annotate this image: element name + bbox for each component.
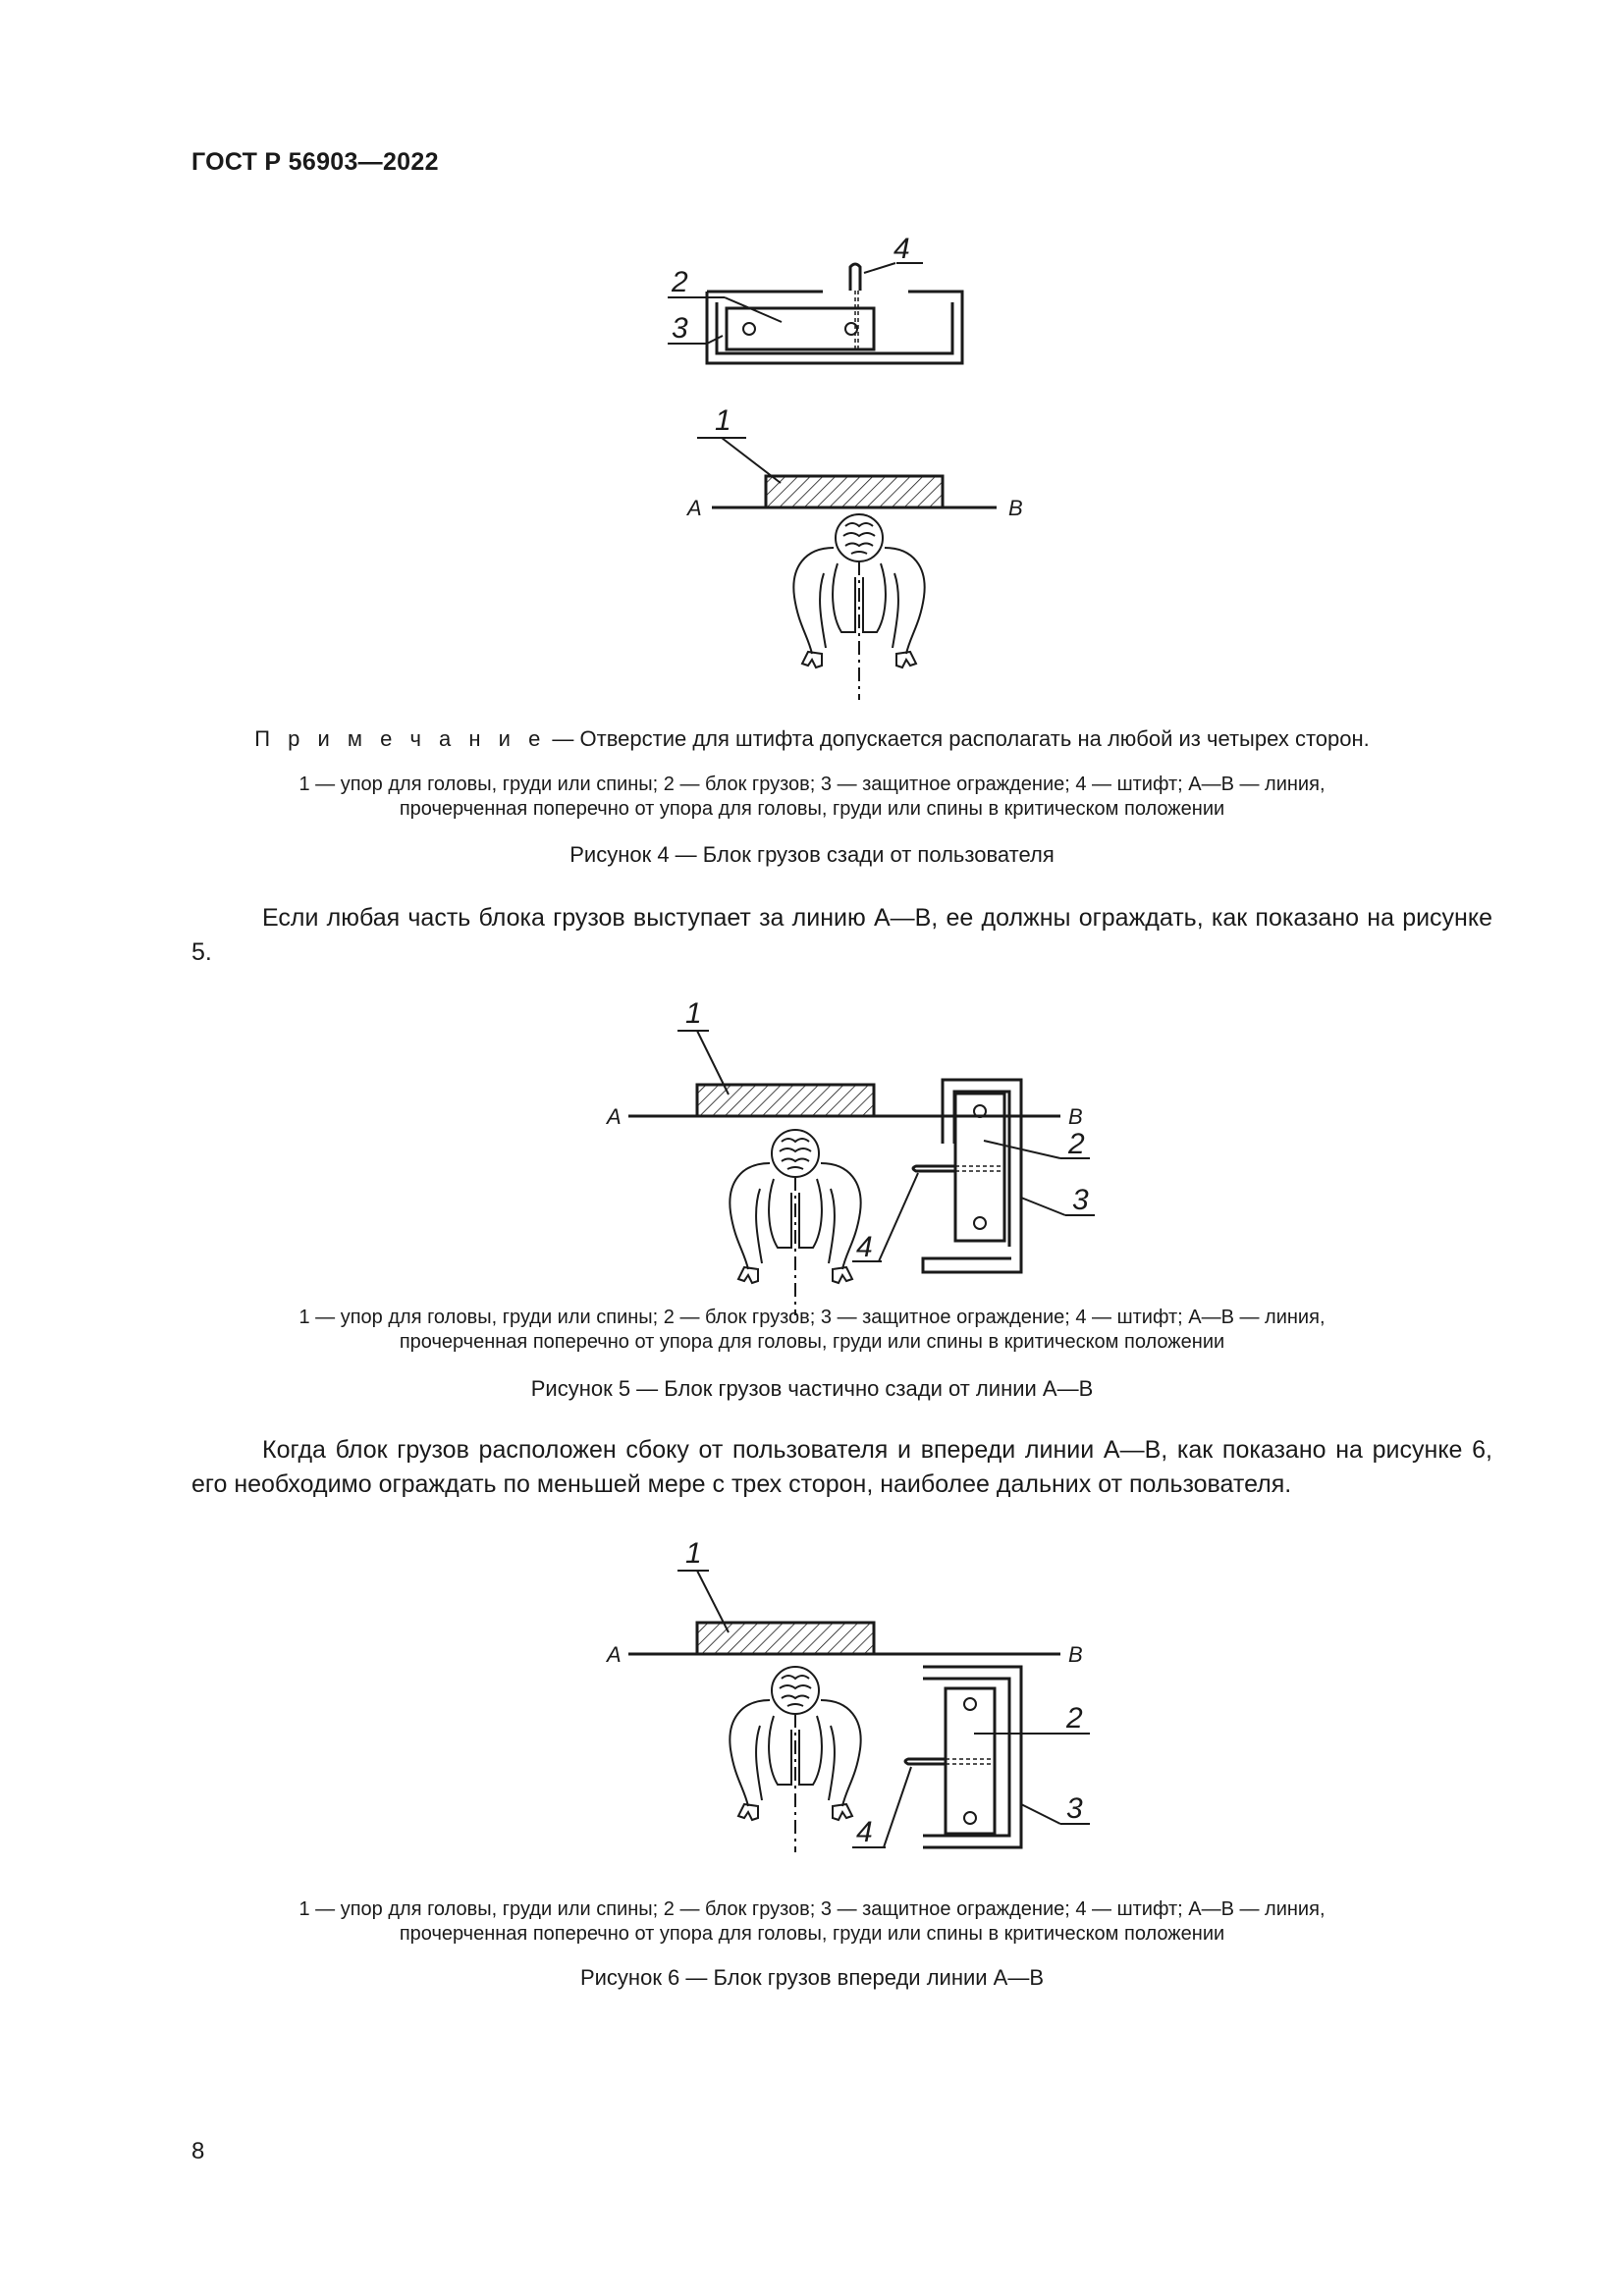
figure-4-diagram [648, 226, 1060, 687]
label-2: 2 [1066, 1702, 1083, 1735]
figure-5-diagram [599, 991, 1110, 1286]
legend-line-1: 1 — упор для головы, груди или спины; 2 — блок грузов; 3 — защитное ограждение; 4 — штифт; A—B — линия, [298, 774, 1326, 795]
label-b: B [1068, 1104, 1083, 1129]
label-4: 4 [856, 1816, 873, 1848]
label-a: A [607, 1642, 622, 1667]
label-3: 3 [1072, 1184, 1089, 1216]
label-1: 1 [685, 1537, 702, 1570]
document-header: ГОСТ Р 56903—2022 [191, 148, 439, 176]
paragraph-2: Когда блок грузов расположен сбоку от пользователя и впереди линии A—B, как показано на рисунке 6, его необходимо ограждать по меньшей мере с трех сторон, наиболее дальних от пользователя. [191, 1436, 1492, 1498]
figure-4-note [0, 726, 1624, 752]
figure-6-caption: Рисунок 6 — Блок грузов впереди линии A—B [579, 1965, 1045, 1990]
label-b: B [1068, 1642, 1083, 1667]
note-text: — Отверстие для штифта допускается располагать на любой из четырех сторон. [546, 726, 1370, 751]
label-3: 3 [1066, 1792, 1083, 1825]
label-3: 3 [672, 312, 688, 345]
label-a: A [607, 1104, 622, 1129]
label-2: 2 [672, 266, 688, 298]
paragraph-1: Если любая часть блока грузов выступает за линию A—B, ее должны ограждать, как показано на рисунке 5. [191, 904, 1492, 966]
figure-4-legend [0, 773, 1624, 822]
legend-line-2: прочерченная поперечно от упора для головы, груди или спины в критическом положении [399, 1331, 1225, 1353]
label-b: B [1008, 496, 1023, 520]
label-4: 4 [893, 233, 910, 265]
figure-4-caption: Рисунок 4 — Блок грузов сзади от пользователя [569, 842, 1055, 867]
figure-5-caption: Рисунок 5 — Блок грузов частично сзади от линии A—B [530, 1376, 1094, 1401]
legend-line-1: 1 — упор для головы, груди или спины; 2 — блок грузов; 3 — защитное ограждение; 4 — штифт; A—B — линия, [298, 1898, 1326, 1920]
note-prefix: П р и м е ч а н и е [254, 726, 547, 751]
legend-line-2: прочерченная поперечно от упора для головы, груди или спины в критическом положении [399, 1923, 1225, 1945]
label-1: 1 [715, 404, 731, 437]
legend-line-2: прочерченная поперечно от упора для головы, груди или спины в критическом положении [399, 798, 1225, 820]
figure-6-diagram [599, 1531, 1110, 1865]
label-2: 2 [1068, 1128, 1085, 1160]
label-a: A [687, 496, 702, 520]
label-4: 4 [856, 1231, 873, 1263]
legend-line-1: 1 — упор для головы, груди или спины; 2 — блок грузов; 3 — защитное ограждение; 4 — штифт; A—B — линия, [298, 1307, 1326, 1328]
figure-5-legend [0, 1306, 1624, 1355]
label-1: 1 [685, 997, 702, 1030]
page-number: 8 [191, 2138, 205, 2164]
figure-6-legend [0, 1897, 1624, 1947]
